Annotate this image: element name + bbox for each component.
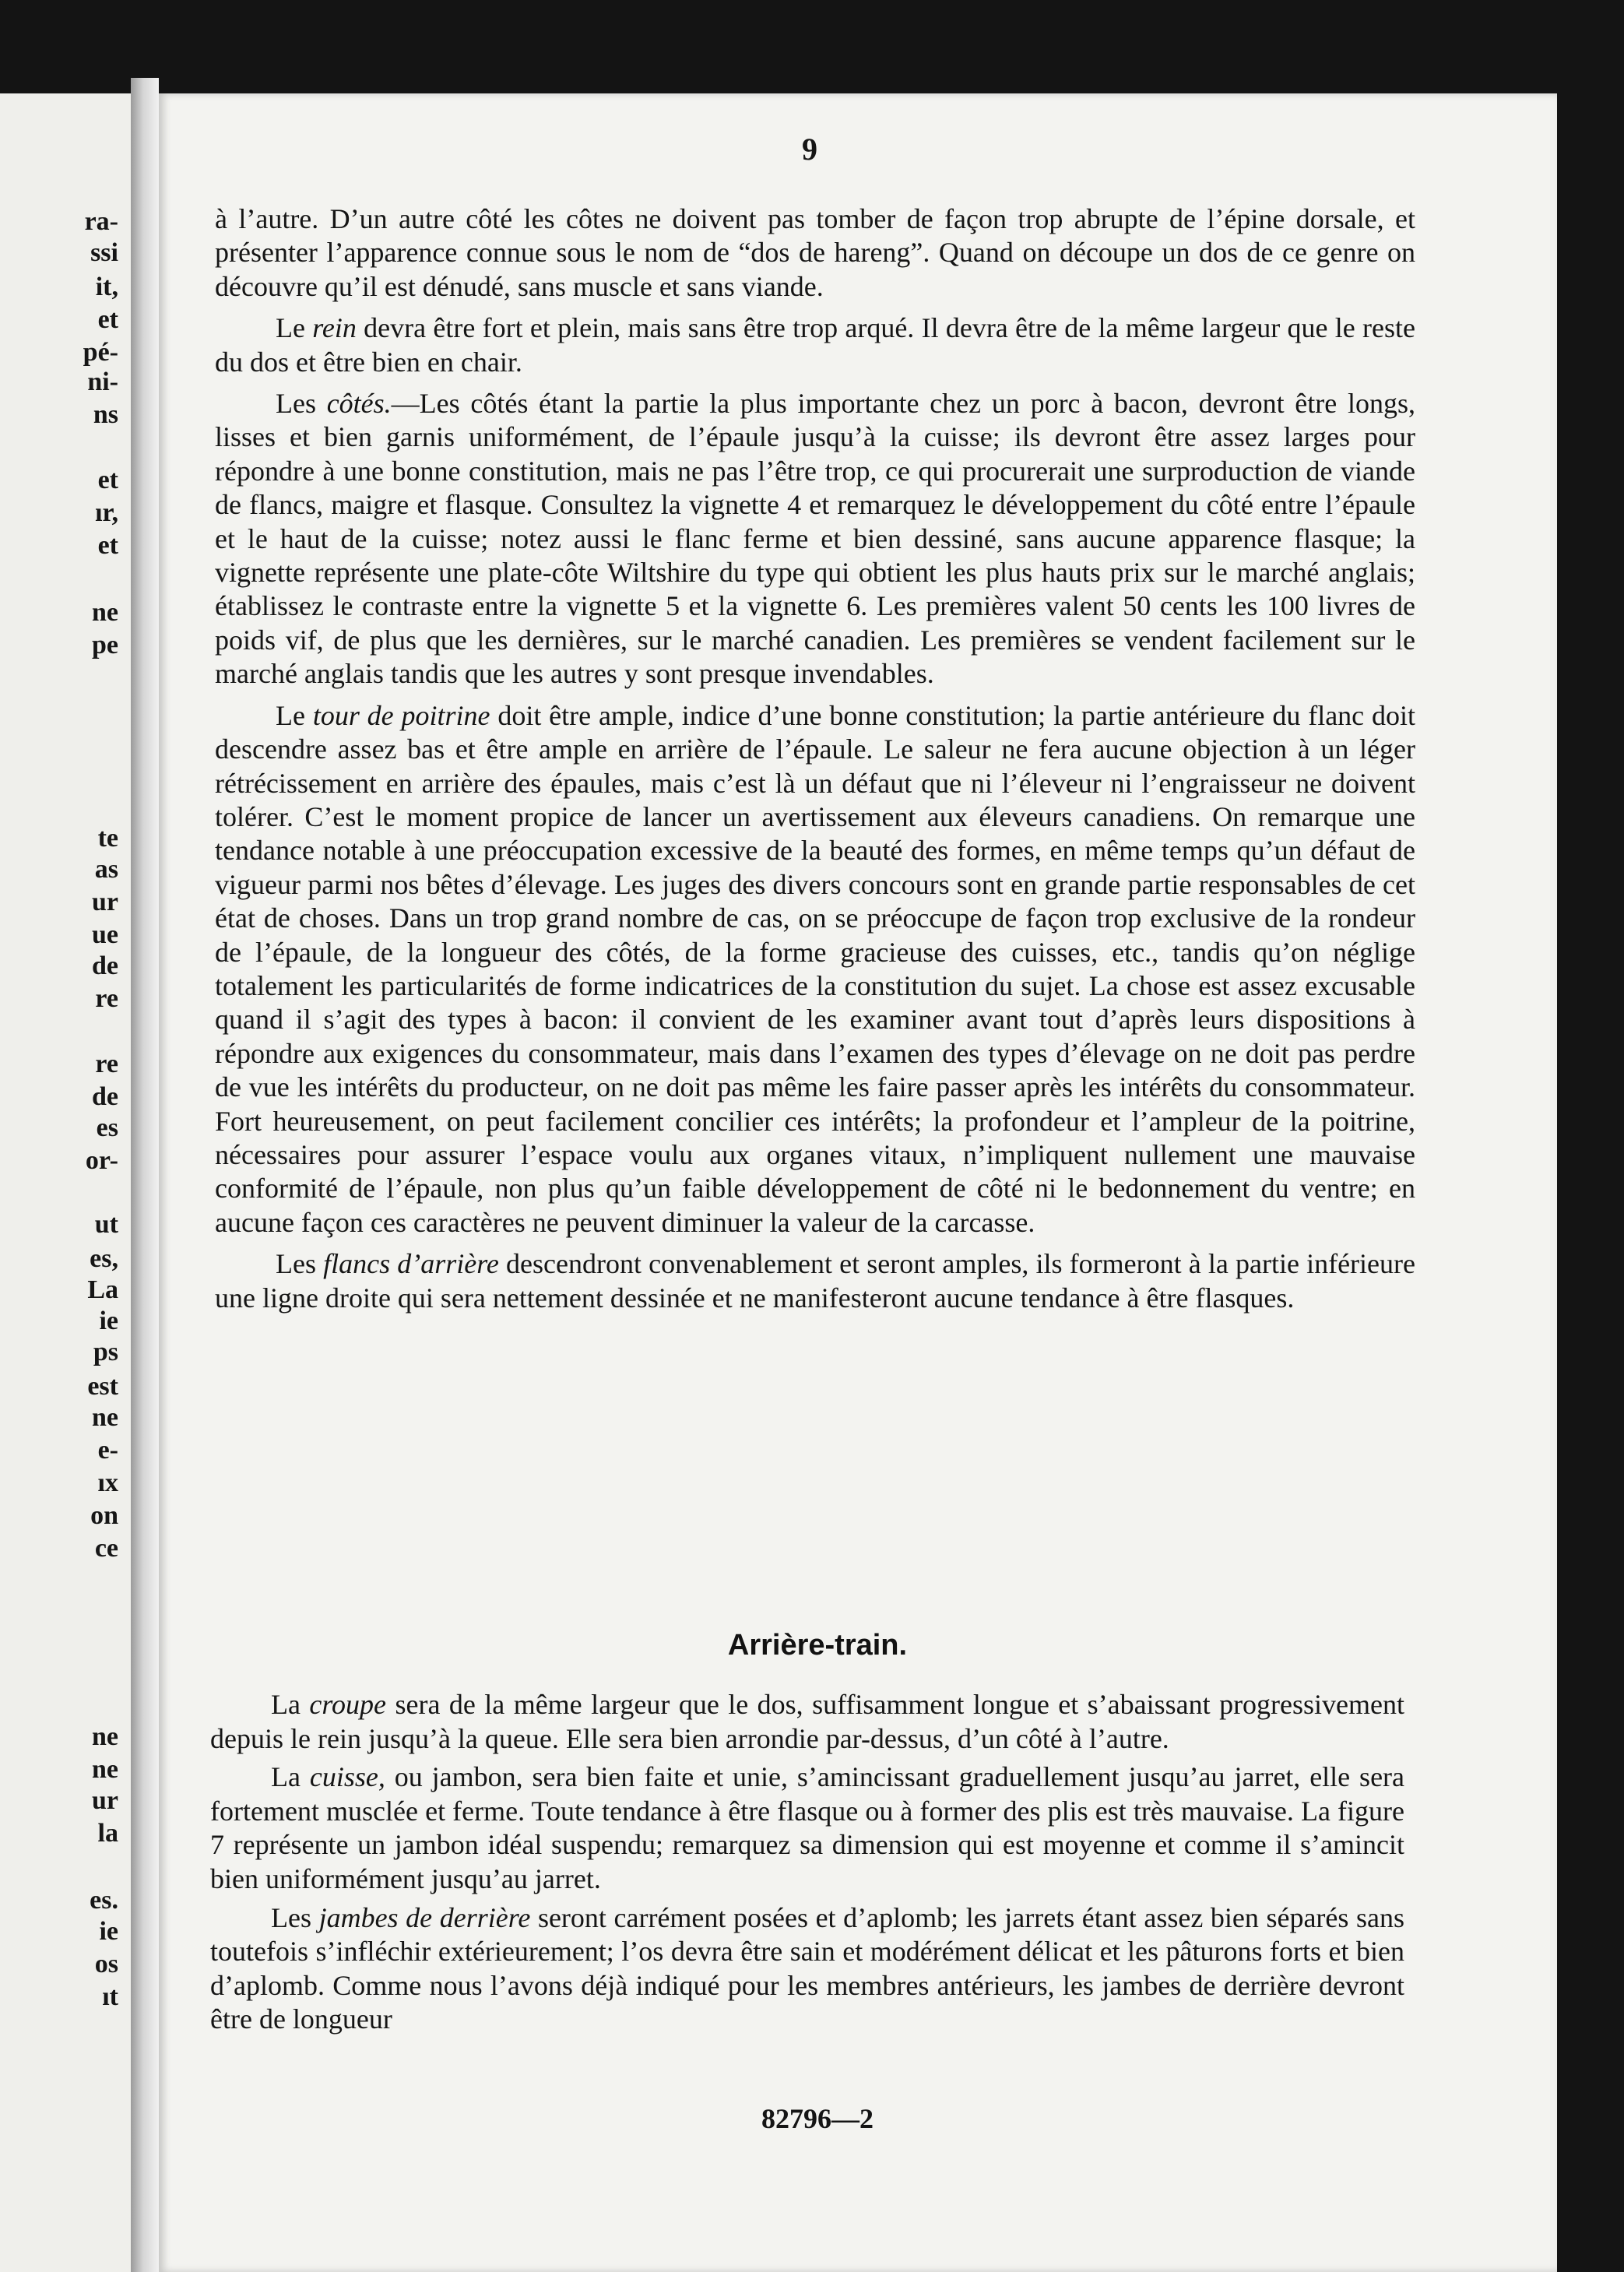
previous-page-text-fragment: ıt [102,1982,118,2011]
text-run: doit être ample, indice d’une bonne constitution; la partie antérieure du flanc doit descendre assez bas et être ample en arrière de l’épaule. Le saleur ne fera aucune objection à un léger rétrécissement en arrière des épaules, mais c’est là un défaut que ni l’éleveur ni l’engraisseur ne doivent tolérer. C’est le moment propice de lancer un avertissement aux éleveurs canadiens. On remarque une tendance notable à une préoccupation excessive de la beauté des formes, en même temps qu’un défaut de vigueur parmi nos bêtes d’élevage. Les juges des divers concours sont en grande partie responsables de cet état de choses. Dans un trop grand nombre de cas, on se préoccupe de façon trop exclusive de la rondeur de l’épaule, de la longueur des côtés, de la forme gracieuse des cuisses, etc., tandis qu’on néglige totalement les particularités de forme indicatrices de la constitution du sujet. La chose est assez excusable quand il s’agit des types à bacon: il convient de les examiner avant tout d’après leurs dispositions à répondre aux exigences du consommateur, mais dans l’examen des types d’élevage on ne doit pas perdre de vue les intérêts du producteur, on ne doit pas même les faire passer après les intérêts du consommateur. Fort heureusement, on peut facilement concilier ces intérêts; la profondeur et l’ampleur de la poitrine, nécessaires pour assurer l’espace voulu aux organes vitaux, n’impliquent nullement une mauvaise conformité de l’épaule, non plus qu’un faible développement de côté ni le bedonnement du ventre; en aucune façon ces caractères ne peuvent diminuer la valeur de la carcasse. [215,699,1416,1238]
previous-page-text-fragment: ne [92,598,118,627]
book-spine [131,78,159,2272]
italic-term: côtés. [326,388,392,420]
body-text-top [215,202,1415,1323]
text-run: La [271,1689,310,1720]
text-run: —Les côtés étant la partie la plus importante chez un porc à bacon, devront être longs, lisses et bien garnis uniformément, de l’épaule jusqu’à la cuisse; ils devront être assez larges pour répondre à une bonne constitution, mais ne pas l’être trop, ce qui procurerait une surproduction de viande de flancs, maigre et flasque. Consultez la vignette 4 et remarquez le développement du côté entre l’épaule et le haut de la cuisse; notez aussi le flanc ferme et bien dessiné, sans aucune apparence flasque; la vignette représente une plate-côte Wiltshire du type qui obtient les plus hauts prix sur le marché anglais; établissez le contraste entre la vignette 5 et la vignette 6. Les premières valent 50 cents les 100 livres de poids vif, de plus que les dernières, sur le marché canadien. Les premières se vendent facilement sur le marché anglais tandis que les autres y sont presque invendables. [215,388,1415,690]
previous-page-text-fragment: ır, [95,498,118,527]
previous-page-text-fragment: ps [93,1338,118,1366]
italic-term: cuisse, [309,1761,385,1793]
previous-page-text-fragment: ut [94,1210,118,1239]
previous-page-text-fragment: ssi [90,238,118,267]
previous-page-text-fragment: ur [92,888,118,916]
previous-page-text-fragment: et [97,305,118,334]
previous-page-text-fragment: os [94,1950,118,1978]
italic-term: flancs d’arrière [323,1248,499,1280]
previous-page-text-fragment: ce [94,1534,118,1563]
previous-page-text-fragment: as [94,855,118,884]
italic-term: jambes de derrière [318,1901,531,1933]
previous-page-text-fragment: ra- [84,207,118,236]
previous-page-text-fragment: et [97,531,118,560]
previous-page-text-fragment: ne [92,1403,118,1432]
text-run: Le [276,312,313,344]
paragraph [210,1760,1404,1896]
paragraph [215,311,1415,379]
page-number: 9 [802,132,817,167]
text-run: ou jambon, sera bien faite et unie, s’amincissant graduellement jusqu’au jarret, elle sera fortement musclée et ferme. Toute tendance à être flasque ou à former des plis est très mauvaise. La figure 7 représente un jambon idéal suspendu; remarquez sa dimension qui est moyenne et comme il s’amincit bien uniformément jusqu’au jarret. [210,1761,1405,1894]
previous-page-text-fragment: de [92,951,118,980]
body-text-bottom [210,1688,1404,2042]
previous-page-text-fragment: pe [92,631,118,659]
previous-page-text-fragment: te [97,824,118,853]
paragraph [215,387,1415,691]
previous-page-text-fragment: ur [92,1786,118,1815]
paragraph [215,1247,1415,1315]
previous-page-text-fragment: es [96,1113,118,1142]
text-run: Les [276,1248,324,1280]
previous-page-text-fragment: ıx [97,1468,118,1497]
previous-page-text-fragment: or- [85,1146,118,1175]
paragraph [210,1901,1404,2037]
paragraph [210,1688,1404,1756]
previous-page-text-fragment: ne [92,1722,118,1751]
paragraph [215,699,1415,1240]
previous-page-text-fragment: ns [93,400,118,429]
italic-term: croupe [309,1689,387,1720]
previous-page-text-fragment: La [87,1275,118,1304]
text-run: Le [276,699,313,731]
previous-page-text-fragment: es, [90,1244,118,1273]
previous-page-text-fragment: ue [92,920,118,949]
previous-page-text-fragment: ie [99,1917,118,1946]
text-run: sera de la même largeur que le dos, suffisamment longue et s’abaissant progressivement depuis le rein jusqu’à la queue. Elle sera bien arrondie par-dessus, d’un côté à l’autre. [210,1689,1405,1754]
text-run: Les [271,1901,319,1933]
paragraph [215,202,1415,304]
text-run: à l’autre. D’un autre côté les côtes ne doivent pas tomber de façon trop abrupte de l’épine dorsale, et présenter l’apparence connue sous le nom de “dos de hareng”. Quand on découpe un dos de ce genre on découvre qu’il est dénudé, sans muscle et sans viande. [215,203,1415,302]
text-run: devra être fort et plein, mais sans être trop arqué. Il devra être de la même largeur que le reste du dos et être bien en chair. [215,312,1416,378]
previous-page-text-fragment: ne [92,1755,118,1784]
previous-page-text-fragment: est [87,1372,118,1401]
text-run: seront carrément posées et d’aplomb; les jarrets étant assez bien séparés sans toutefois s’infléchir extérieurement; l’os devra être sain et modérément délicat et les pâturons forts et bien d’aplomb. Comme nous l’avons déjà indiqué pour les membres antérieurs, les jambes de derrière devront être de longueur [210,1901,1404,2035]
text-run: descendront convenablement et seront amples, ils formeront à la partie inférieure une ligne droite qui sera nettement dessinée et ne manifesteront aucune tendance à être flasques. [215,1248,1415,1314]
text-run: Les [276,388,327,420]
previous-page-text-fragment: et [97,466,118,494]
italic-term: rein [312,312,357,344]
previous-page-text-fragment: ie [99,1307,118,1335]
italic-term: tour de poitrine [312,699,490,731]
previous-page-text-fragment: re [95,1050,118,1078]
previous-page-edge [0,93,131,2272]
previous-page-text-fragment: on [90,1501,118,1530]
section-heading: Arrière-train. [727,1629,908,1662]
previous-page-text-fragment: e- [97,1436,118,1465]
previous-page-text-fragment: la [97,1819,118,1848]
footer-signature: 82796—2 [761,2103,874,2134]
previous-page-text-fragment: de [92,1082,118,1111]
previous-page-text-fragment: ni- [87,368,118,396]
text-run: La [271,1761,310,1793]
previous-page-text-fragment: es. [90,1886,118,1915]
previous-page-text-fragment: pé- [83,338,118,367]
previous-page-text-fragment: it, [95,273,118,301]
previous-page-text-fragment: re [95,984,118,1013]
